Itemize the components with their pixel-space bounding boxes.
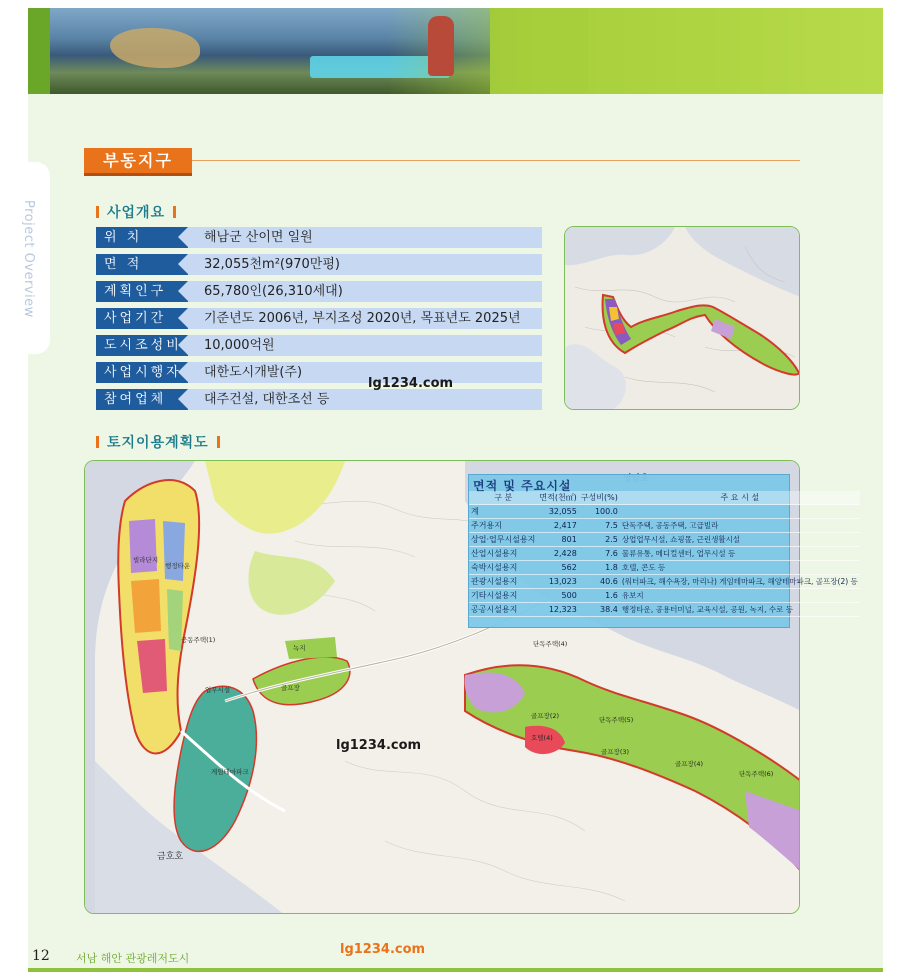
legend-cell bbox=[620, 505, 860, 519]
legend-title: 면적 및 주요시설 bbox=[473, 479, 572, 493]
info-label: 참여업체 bbox=[96, 389, 188, 410]
legend-header: 구 분 bbox=[469, 491, 537, 505]
heading-bar-left bbox=[96, 206, 99, 218]
landuse-heading bbox=[88, 432, 228, 452]
legend-table bbox=[469, 491, 860, 617]
map-label-golf2: 골프장(2) bbox=[531, 712, 560, 720]
land-use-legend bbox=[468, 474, 858, 628]
legend-cell: 13,023 bbox=[537, 575, 578, 589]
location-map bbox=[564, 226, 800, 410]
info-value: 65,780인(26,310세대) bbox=[204, 284, 343, 299]
banner-fade bbox=[388, 8, 588, 94]
table-row bbox=[469, 533, 860, 547]
info-row-cost bbox=[96, 335, 542, 356]
map-label-theme-park: 게임테마파크 bbox=[211, 768, 249, 776]
legend-cell: (워터파크, 해수욕장, 마리나) 게임테마파크, 해양테마파크, 골프장(2) 등 bbox=[620, 575, 860, 589]
map-label-lake-south: 금호호 bbox=[157, 852, 184, 862]
overview-heading bbox=[88, 202, 184, 222]
legend-cell: 공공시설용지 bbox=[469, 603, 537, 617]
legend-cell: 500 bbox=[537, 589, 578, 603]
info-label: 사업기간 bbox=[96, 308, 188, 329]
banner-island-shape bbox=[110, 28, 200, 68]
location-map-graphic bbox=[565, 227, 800, 410]
legend-header: 주 요 시 설 bbox=[620, 491, 860, 505]
heading-bar-right bbox=[217, 436, 220, 448]
info-row-population bbox=[96, 281, 542, 302]
legend-cell: 562 bbox=[537, 561, 578, 575]
info-value: 기준년도 2006년, 부지조성 2020년, 목표년도 2025년 bbox=[204, 311, 521, 326]
footer-divider bbox=[28, 968, 883, 972]
header-banner bbox=[28, 8, 883, 94]
map-label-hotel: 호텔(4) bbox=[531, 734, 553, 742]
banner-green-strip bbox=[28, 8, 50, 94]
legend-cell: 단독주택, 공동주택, 고급빌라 bbox=[620, 519, 860, 533]
map-label-golf4: 골프장(4) bbox=[675, 760, 704, 768]
legend-cell: 숙박시설용지 bbox=[469, 561, 537, 575]
legend-cell: 계 bbox=[469, 505, 537, 519]
legend-cell: 상업업무시설, 쇼핑몰, 근린생활시설 bbox=[620, 533, 860, 547]
legend-header: 구성비(%) bbox=[579, 491, 620, 505]
legend-cell: 12,323 bbox=[537, 603, 578, 617]
heading-bar-right bbox=[173, 206, 176, 218]
legend-cell: 상업·업무시설용지 bbox=[469, 533, 537, 547]
legend-cell: 물류유통, 메디컬센터, 업무시설 등 bbox=[620, 547, 860, 561]
legend-cell: 1.8 bbox=[579, 561, 620, 575]
table-row bbox=[469, 561, 860, 575]
watermark: lg1234.com bbox=[368, 376, 454, 391]
map-label-house5: 단독주택(5) bbox=[599, 716, 634, 724]
legend-cell: 행정타운, 공용터미널, 교육시설, 공원, 녹지, 수로 등 bbox=[620, 603, 860, 617]
legend-cell: 호텔, 콘도 등 bbox=[620, 561, 860, 575]
map-label-house6: 단독주택(6) bbox=[739, 770, 774, 778]
table-row bbox=[469, 589, 860, 603]
info-row-area bbox=[96, 254, 542, 275]
banner-golfer-shape bbox=[428, 16, 454, 76]
table-row bbox=[469, 547, 860, 561]
section-title: 부동지구 bbox=[103, 151, 173, 170]
legend-cell: 38.4 bbox=[579, 603, 620, 617]
legend-cell: 7.5 bbox=[579, 519, 620, 533]
watermark: lg1234.com bbox=[340, 942, 426, 957]
legend-cell: 관광시설용지 bbox=[469, 575, 537, 589]
table-row bbox=[469, 519, 860, 533]
info-row-participants bbox=[96, 389, 542, 410]
legend-cell: 801 bbox=[537, 533, 578, 547]
legend-cell: 2,428 bbox=[537, 547, 578, 561]
table-row bbox=[469, 575, 860, 589]
info-label: 면 적 bbox=[96, 254, 188, 275]
legend-cell: 기타시설용지 bbox=[469, 589, 537, 603]
info-label: 위 치 bbox=[96, 227, 188, 248]
info-label: 계획인구 bbox=[96, 281, 188, 302]
legend-cell: 40.6 bbox=[579, 575, 620, 589]
legend-cell: 유보지 bbox=[620, 589, 860, 603]
legend-cell: 100.0 bbox=[579, 505, 620, 519]
table-row bbox=[469, 603, 860, 617]
map-label-golf3: 골프장(3) bbox=[601, 748, 630, 756]
footer-title: 서남 해안 관광레저도시 bbox=[76, 952, 190, 965]
map-label-apartment: 공동주택(1) bbox=[181, 636, 216, 644]
info-row-location bbox=[96, 227, 542, 248]
legend-cell: 7.6 bbox=[579, 547, 620, 561]
landuse-heading-text: 토지이용계획도 bbox=[107, 435, 209, 451]
info-value: 32,055천m²(970만평) bbox=[204, 257, 340, 272]
overview-heading-text: 사업개요 bbox=[107, 205, 166, 221]
info-value: 대주건설, 대한조선 등 bbox=[204, 392, 330, 407]
info-row-operator bbox=[96, 362, 542, 383]
legend-cell: 산업시설용지 bbox=[469, 547, 537, 561]
info-value: 해남군 산이면 일원 bbox=[204, 230, 313, 245]
section-divider bbox=[192, 160, 800, 161]
map-label-green: 녹지 bbox=[293, 644, 306, 652]
legend-cell: 32,055 bbox=[537, 505, 578, 519]
section-title-badge bbox=[84, 148, 192, 176]
legend-header-row bbox=[469, 491, 860, 505]
legend-cell: 2,417 bbox=[537, 519, 578, 533]
table-row bbox=[469, 505, 860, 519]
watermark: lg1234.com bbox=[336, 738, 422, 753]
heading-bar-left bbox=[96, 436, 99, 448]
page-number: 12 bbox=[32, 948, 50, 964]
info-row-period bbox=[96, 308, 542, 329]
map-label-admin: 행정타운 bbox=[165, 562, 191, 570]
legend-cell: 1.6 bbox=[579, 589, 620, 603]
info-value: 10,000억원 bbox=[204, 338, 275, 353]
side-tab-label: Project Overview bbox=[21, 200, 36, 318]
map-label-golf: 골프장 bbox=[281, 684, 300, 692]
map-label-house4: 단독주택(4) bbox=[533, 640, 568, 648]
map-label-office: 업무시설 bbox=[205, 686, 231, 694]
info-value: 대한도시개발(주) bbox=[204, 365, 303, 380]
legend-cell: 2.5 bbox=[579, 533, 620, 547]
map-label-villa: 빌라단지 bbox=[133, 556, 159, 564]
info-label: 사업시행자 bbox=[96, 362, 188, 383]
legend-cell: 주거용지 bbox=[469, 519, 537, 533]
info-label: 도시조성비 bbox=[96, 335, 188, 356]
legend-header: 면적(천㎡) bbox=[537, 491, 578, 505]
